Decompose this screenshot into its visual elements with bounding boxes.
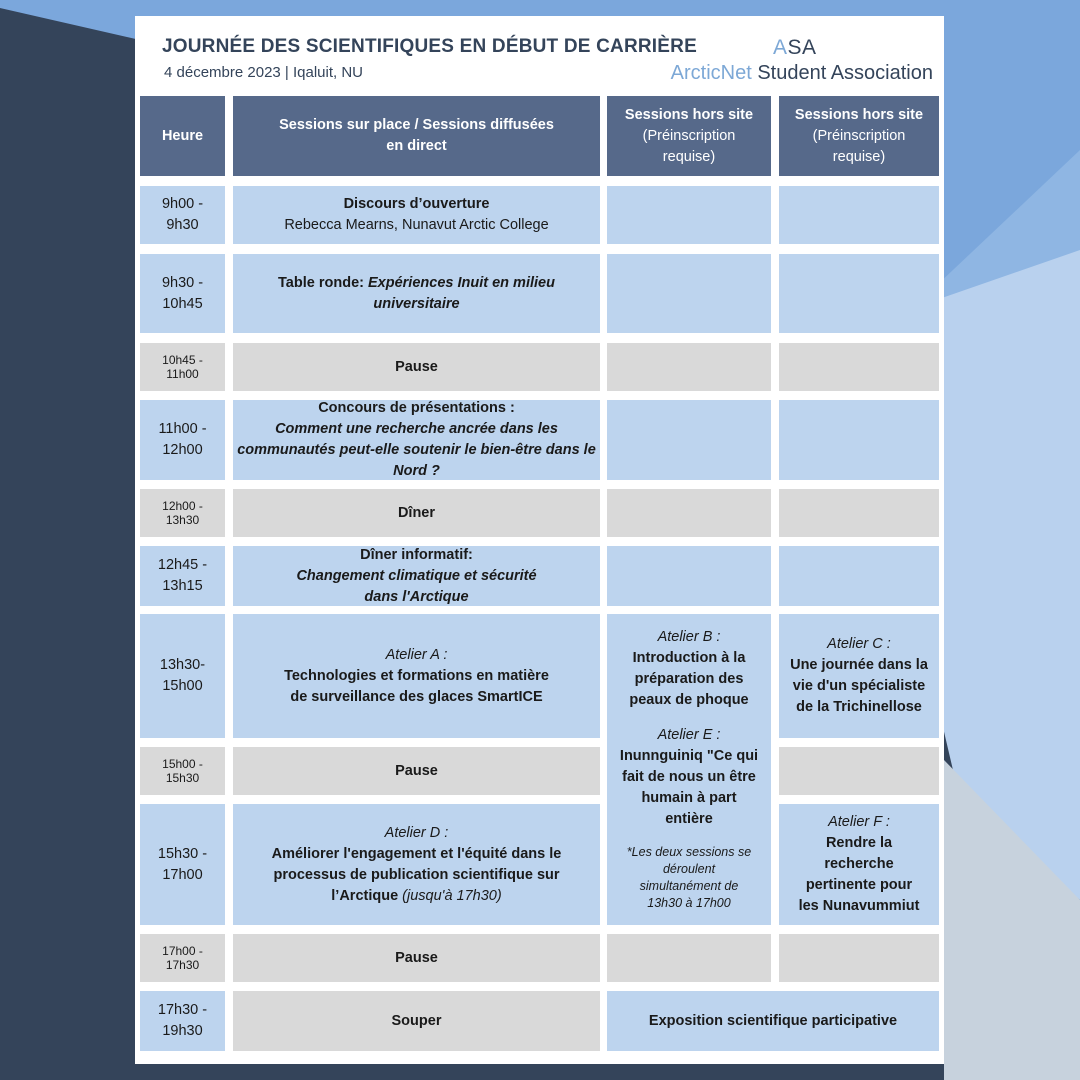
session-pause: Pause <box>233 747 600 795</box>
time-cell: 12h45 - 13h15 <box>140 546 225 606</box>
time-cell: 9h30 - 10h45 <box>140 254 225 333</box>
schedule-card <box>135 16 944 1064</box>
science-exhibition: Exposition scientifique participative <box>607 991 939 1051</box>
session-dinner: Souper <box>233 991 600 1051</box>
header-offsite-2: Sessions hors site (Préinscription requise) <box>779 96 939 176</box>
workshop-f: Atelier F : Rendre la recherche pertinente pour les Nunavummiut <box>779 804 939 925</box>
time-cell: 11h00 - 12h00 <box>140 400 225 480</box>
workshop-a: Atelier A : Technologies et formations en matière de surveillance des glaces SmartICE <box>233 614 600 738</box>
empty-offsite-cell <box>779 747 939 795</box>
session-pause: Pause <box>233 934 600 982</box>
asa-logo: ASA <box>773 36 817 59</box>
empty-offsite-cell <box>779 186 939 244</box>
session-presentation-contest: Concours de présentations : Comment une recherche ancrée dans les communautés peut-elle soutenir le bien-être dans le Nord ? <box>233 400 600 480</box>
workshop-c: Atelier C : Une journée dans la vie d'un spécialiste de la Trichinellose <box>779 614 939 738</box>
time-cell: 17h00 - 17h30 <box>140 934 225 982</box>
empty-offsite-cell <box>779 254 939 333</box>
time-cell: 10h45 - 11h00 <box>140 343 225 391</box>
time-cell: 15h30 - 17h00 <box>140 804 225 925</box>
event-date-location: 4 décembre 2023 | Iqaluit, NU <box>164 64 364 81</box>
time-cell: 12h00 - 13h30 <box>140 489 225 537</box>
workshop-d: Atelier D : Améliorer l'engagement et l'équité dans le processus de publication scientifique sur l’Arctique (jusqu'à 17h30) <box>233 804 600 925</box>
header-offsite-1: Sessions hors site (Préinscription requise) <box>607 96 771 176</box>
page-title: JOURNÉE DES SCIENTIFIQUES EN DÉBUT DE CARRIÈRE <box>162 36 697 57</box>
session-opening-speech: Discours d’ouverture Rebecca Mearns, Nunavut Arctic College <box>233 186 600 244</box>
empty-offsite-cell <box>607 343 771 391</box>
header-onsite: Sessions sur place / Sessions diffusées en direct <box>233 96 600 176</box>
workshops-b-e: Atelier B : Introduction à la préparation des peaux de phoque Atelier E : Inunnguiniq "Ce qui fait de nous un être humain à part entière *Les deux sessions se déroulent simultanément de 13h30 à 17h00 <box>607 614 771 925</box>
empty-offsite-cell <box>607 489 771 537</box>
empty-offsite-cell <box>607 546 771 606</box>
session-round-table: Table ronde: Expériences Inuit en milieu universitaire <box>233 254 600 333</box>
session-pause: Pause <box>233 343 600 391</box>
session-lunch: Dîner <box>233 489 600 537</box>
empty-offsite-cell <box>779 343 939 391</box>
time-cell: 13h30- 15h00 <box>140 614 225 738</box>
empty-offsite-cell <box>607 400 771 480</box>
empty-offsite-cell <box>607 186 771 244</box>
association-name: ArcticNet Student Association <box>670 62 933 84</box>
empty-offsite-cell <box>779 934 939 982</box>
empty-offsite-cell <box>779 400 939 480</box>
session-informative-lunch: Dîner informatif: Changement climatique et sécurité dans l'Arctique <box>233 546 600 606</box>
time-cell: 17h30 - 19h30 <box>140 991 225 1051</box>
header-time: Heure <box>140 96 225 176</box>
empty-offsite-cell <box>607 254 771 333</box>
time-cell: 15h00 - 15h30 <box>140 747 225 795</box>
empty-offsite-cell <box>607 934 771 982</box>
empty-offsite-cell <box>779 489 939 537</box>
empty-offsite-cell <box>779 546 939 606</box>
time-cell: 9h00 - 9h30 <box>140 186 225 244</box>
